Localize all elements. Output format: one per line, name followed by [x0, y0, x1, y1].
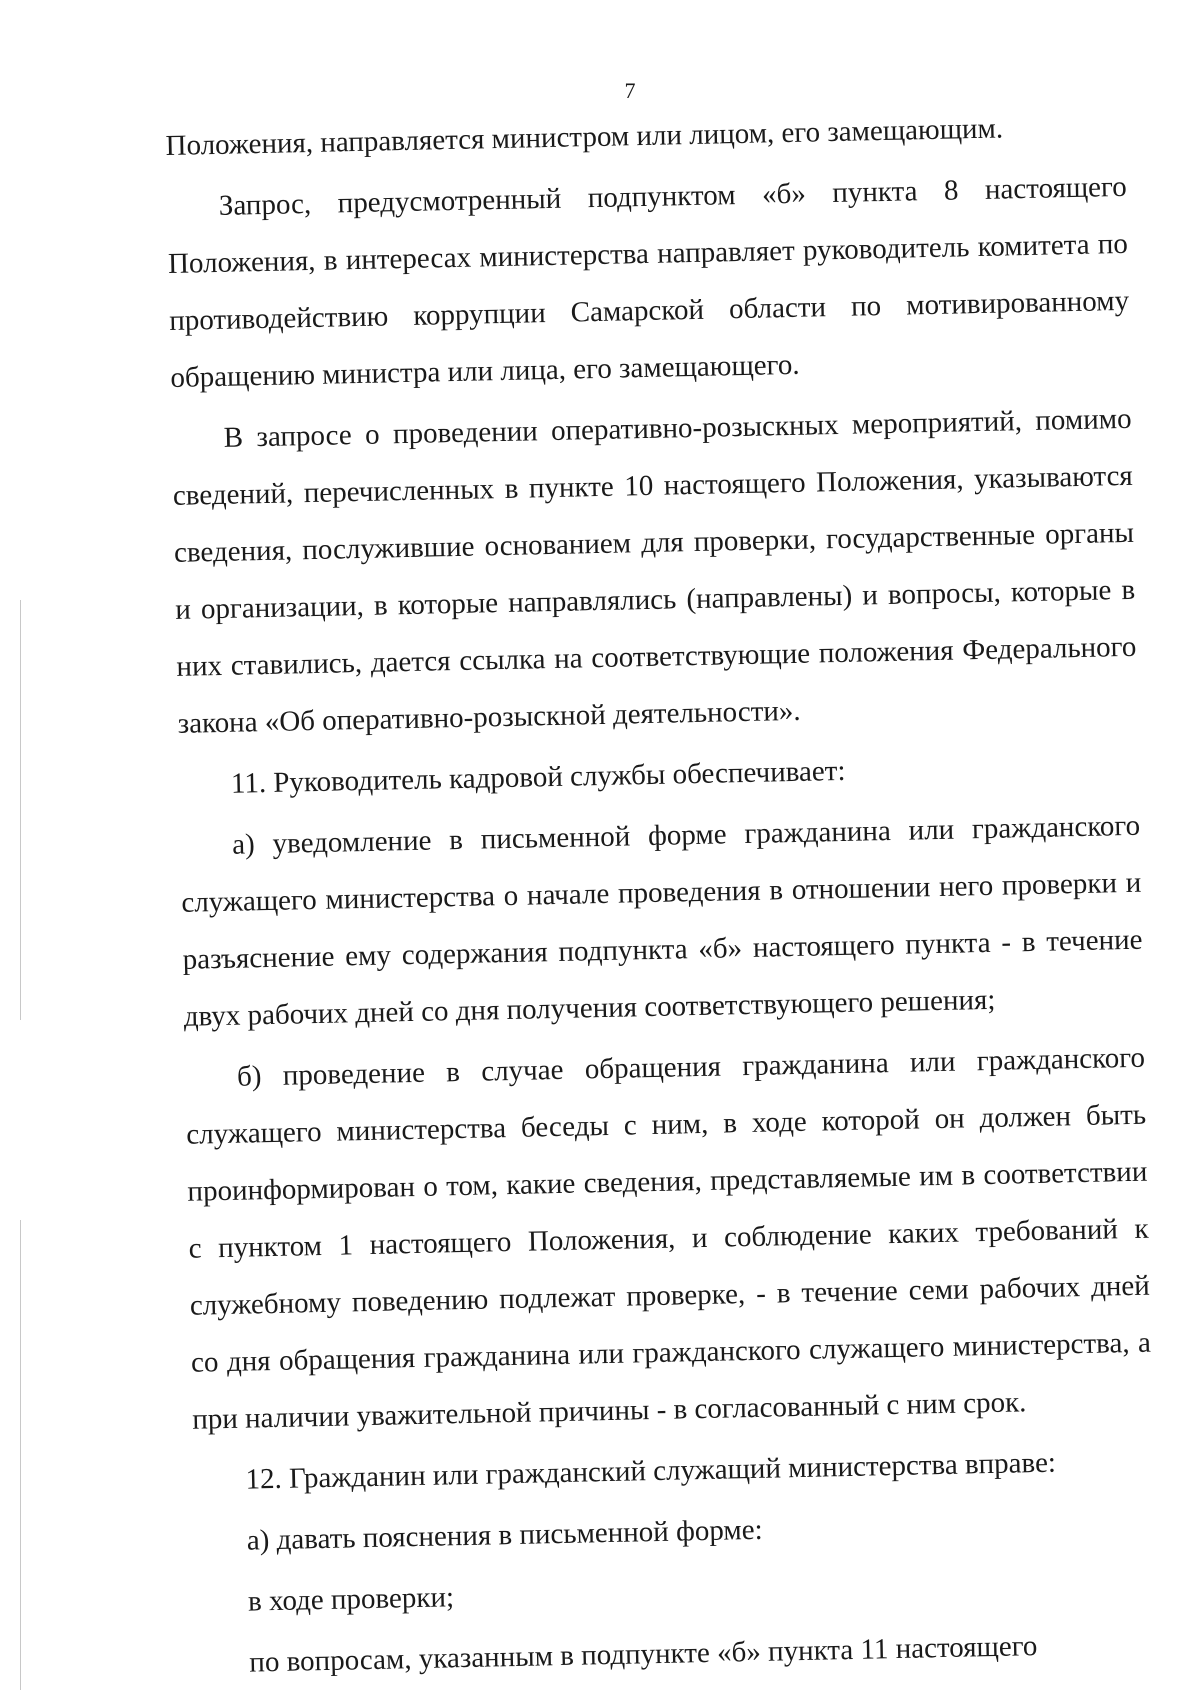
paragraph: Положения, направляется министром или лицом, его замещающим.	[165, 112, 1004, 162]
scan-edge-line	[20, 1220, 21, 1690]
paragraph: а) давать пояснения в письменной форме:	[246, 1513, 763, 1557]
paragraph: в ходе проверки;	[247, 1581, 455, 1618]
paragraph: 11. Руководитель кадровой службы обеспечивает:	[230, 754, 846, 800]
paragraph: по вопросам, указанным в подпункте «б» пункта 11 настоящего	[249, 1630, 1038, 1679]
paragraph: В запросе о проведении оперативно-розыскных мероприятий, помимо сведений, перечисленных в пункте 10 настоящего Положения, указываются сведения, послужившие основанием для проверки, государственные органы и организации, в которые направлялись (направлены) и вопросы, которые в них ставились, дается ссылка на соответствующие положения Федерального закона «Об оперативно-розыскной деятельности».	[172, 402, 1137, 740]
paragraph: а) уведомление в письменной форме гражданина или гражданского служащего министерства о начале проведения в отношении него проверки и разъяснение ему содержания подпункта «б» настоящего пункта - в течение двух рабочих дней со дня получения соответствующего решения;	[181, 809, 1143, 1033]
page-number: 7	[624, 78, 636, 103]
paragraph: б) проведение в случае обращения гражданина или гражданского служащего министерства беседы с ним, в ходе которой он должен быть проинформирован о том, какие сведения, представляемые им в соответствии с пунктом 1 настоящего Положения, и соблюдение каких требований к служебному поведению подлежат проверке, - в течение семи рабочих дней со дня обращения гражданина или гражданского служащего министерства, а при наличии уважительной причины - в согласованный с ним срок.	[185, 1041, 1152, 1436]
scan-edge-line	[20, 600, 21, 1020]
document-body	[165, 98, 1158, 1693]
paragraph: Запрос, предусмотренный подпунктом «б» пункта 8 настоящего Положения, в интересах министерства направляет руководитель комитета по противодействию коррупции Самарской области по мотивированному обращению министра или лица, его замещающего.	[167, 170, 1130, 394]
paragraph: 12. Гражданин или гражданский служащий министерства вправе:	[245, 1446, 1057, 1496]
